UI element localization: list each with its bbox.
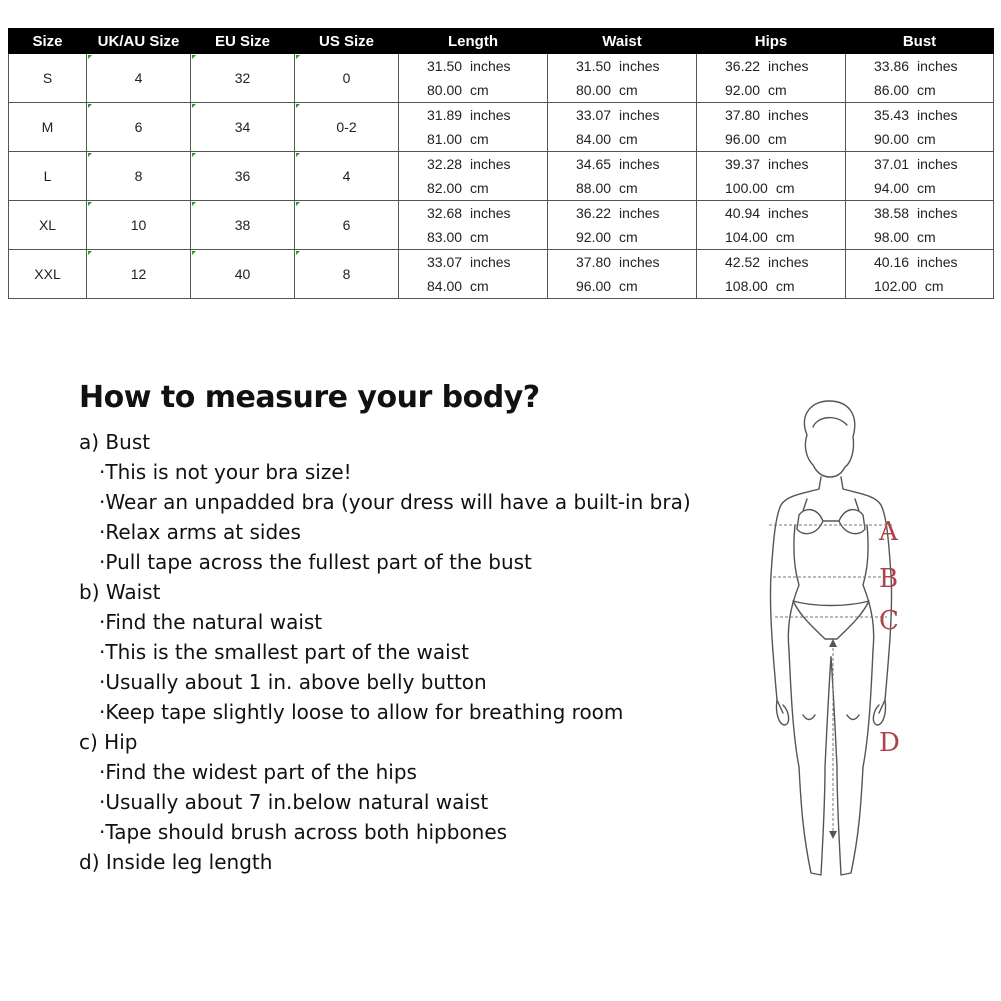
cell-waist-inches [548, 152, 697, 177]
cell-eu: 36 [191, 152, 295, 201]
unit: inches [619, 156, 660, 172]
value: 90.00 [874, 131, 910, 147]
cell-us: 0-2 [295, 103, 399, 152]
value: 37.01 [874, 156, 910, 172]
unit: inches [619, 58, 660, 74]
value: 81.00 [427, 131, 463, 147]
table-row [9, 103, 994, 128]
value: 32.68 [427, 205, 463, 221]
cell-length-cm [399, 127, 548, 152]
table-row [9, 54, 994, 79]
unit: cm [924, 278, 944, 294]
header-3: US Size [295, 29, 399, 54]
tip-item: · Keep tape slightly loose to allow for breathing room [79, 697, 759, 727]
value: 102.00 [874, 278, 917, 294]
unit: inches [470, 254, 511, 270]
size-chart-table [8, 28, 994, 299]
value: 33.07 [427, 254, 463, 270]
value: 36.22 [576, 205, 612, 221]
value: 100.00 [725, 180, 768, 196]
cell-us: 4 [295, 152, 399, 201]
cell-hips-inches [697, 201, 846, 226]
value: 37.80 [576, 254, 612, 270]
cell-length-inches [399, 54, 548, 79]
cell-length-cm [399, 274, 548, 299]
cell-size: XL [9, 201, 87, 250]
tip-item: · Pull tape across the fullest part of the bust [79, 547, 759, 577]
cell-uk_au: 12 [87, 250, 191, 299]
tip-item: · Usually about 7 in.below natural waist [79, 787, 759, 817]
cell-hips-cm [697, 78, 846, 103]
unit: inches [619, 205, 660, 221]
cell-bust-cm [846, 78, 994, 103]
table-row [9, 250, 994, 275]
tip-item: · Wear an unpadded bra (your dress will have a built-in bra) [79, 487, 759, 517]
unit: cm [619, 131, 638, 147]
measure-sections [79, 427, 759, 877]
unit: cm [470, 82, 489, 98]
unit: cm [917, 180, 936, 196]
cell-size: M [9, 103, 87, 152]
value: 104.00 [725, 229, 768, 245]
section-label: a) Bust [79, 430, 151, 454]
head-outline [804, 401, 854, 477]
tip-item: · This is the smallest part of the waist [79, 637, 759, 667]
unit: cm [917, 229, 936, 245]
value: 36.22 [725, 58, 761, 74]
value: 98.00 [874, 229, 910, 245]
cell-bust-inches [846, 201, 994, 226]
unit: cm [619, 82, 638, 98]
unit: inches [470, 156, 511, 172]
cell-uk_au: 8 [87, 152, 191, 201]
unit: inches [917, 58, 958, 74]
unit: inches [768, 156, 809, 172]
cell-us: 0 [295, 54, 399, 103]
label-d: D [879, 728, 900, 758]
measure-title: How to measure your body? [79, 380, 540, 415]
tip-item: · Find the widest part of the hips [79, 757, 759, 787]
table-row [9, 201, 994, 226]
section-label: c) Hip [79, 730, 138, 754]
unit: cm [917, 82, 936, 98]
cell-hips-inches [697, 250, 846, 275]
value: 40.94 [725, 205, 761, 221]
cell-waist-cm [548, 225, 697, 250]
value: 88.00 [576, 180, 612, 196]
unit: inches [470, 58, 511, 74]
table-row [9, 152, 994, 177]
cell-hips-cm [697, 176, 846, 201]
unit: inches [470, 205, 511, 221]
header-7: Bust [846, 29, 994, 54]
unit: inches [768, 58, 809, 74]
cell-length-inches [399, 201, 548, 226]
unit: cm [768, 82, 787, 98]
value: 92.00 [725, 82, 761, 98]
unit: cm [619, 278, 638, 294]
cell-size: L [9, 152, 87, 201]
unit: inches [619, 107, 660, 123]
tip-item: · This is not your bra size! [79, 457, 759, 487]
cell-length-cm [399, 176, 548, 201]
header-1: UK/AU Size [87, 29, 191, 54]
body-measurement-figure [755, 395, 915, 885]
header-0: Size [9, 29, 87, 54]
unit: cm [619, 180, 638, 196]
unit: inches [917, 254, 958, 270]
cell-length-cm [399, 78, 548, 103]
cell-uk_au: 10 [87, 201, 191, 250]
cell-eu: 40 [191, 250, 295, 299]
unit: inches [619, 254, 660, 270]
section-label: b) Waist [79, 580, 161, 604]
unit: cm [775, 180, 795, 196]
value: 35.43 [874, 107, 910, 123]
table-body [9, 54, 994, 299]
cell-length-cm [399, 225, 548, 250]
value: 80.00 [427, 82, 463, 98]
cell-length-inches [399, 250, 548, 275]
cell-uk_au: 4 [87, 54, 191, 103]
unit: inches [470, 107, 511, 123]
unit: cm [470, 278, 489, 294]
label-c: C [879, 606, 899, 636]
unit: inches [768, 107, 809, 123]
cell-us: 6 [295, 201, 399, 250]
cell-hips-cm [697, 127, 846, 152]
unit: inches [917, 205, 958, 221]
cell-hips-inches [697, 152, 846, 177]
header-4: Length [399, 29, 548, 54]
value: 82.00 [427, 180, 463, 196]
value: 39.37 [725, 156, 761, 172]
measure-guide [79, 380, 759, 877]
value: 96.00 [725, 131, 761, 147]
cell-bust-inches [846, 54, 994, 79]
value: 94.00 [874, 180, 910, 196]
value: 83.00 [427, 229, 463, 245]
unit: cm [775, 229, 795, 245]
value: 86.00 [874, 82, 910, 98]
unit: cm [470, 229, 489, 245]
tip-item: · Relax arms at sides [79, 517, 759, 547]
value: 80.00 [576, 82, 612, 98]
tip-item: · Usually about 1 in. above belly button [79, 667, 759, 697]
unit: cm [470, 131, 489, 147]
cell-bust-cm [846, 274, 994, 299]
cell-size: S [9, 54, 87, 103]
cell-hips-cm [697, 274, 846, 299]
tip-item: · Find the natural waist [79, 607, 759, 637]
header-2: EU Size [191, 29, 295, 54]
value: 92.00 [576, 229, 612, 245]
label-a: A [879, 517, 898, 547]
section-label: d) Inside leg length [79, 850, 273, 874]
value: 96.00 [576, 278, 612, 294]
cell-uk_au: 6 [87, 103, 191, 152]
value: 38.58 [874, 205, 910, 221]
cell-hips-inches [697, 103, 846, 128]
unit: inches [768, 254, 809, 270]
cell-size: XXL [9, 250, 87, 299]
value: 34.65 [576, 156, 612, 172]
cell-hips-cm [697, 225, 846, 250]
cell-bust-inches [846, 250, 994, 275]
header-5: Waist [548, 29, 697, 54]
table-header-row [9, 29, 994, 54]
cell-us: 8 [295, 250, 399, 299]
unit: cm [619, 229, 638, 245]
unit: inches [917, 156, 958, 172]
cell-waist-cm [548, 176, 697, 201]
value: 108.00 [725, 278, 768, 294]
value: 31.50 [427, 58, 463, 74]
value: 32.28 [427, 156, 463, 172]
cell-bust-cm [846, 176, 994, 201]
cell-eu: 32 [191, 54, 295, 103]
unit: cm [470, 180, 489, 196]
value: 84.00 [427, 278, 463, 294]
value: 42.52 [725, 254, 761, 270]
cell-bust-inches [846, 152, 994, 177]
value: 40.16 [874, 254, 910, 270]
cell-length-inches [399, 152, 548, 177]
cell-length-inches [399, 103, 548, 128]
value: 37.80 [725, 107, 761, 123]
value: 33.86 [874, 58, 910, 74]
cell-hips-inches [697, 54, 846, 79]
value: 31.50 [576, 58, 612, 74]
cell-eu: 38 [191, 201, 295, 250]
unit: cm [917, 131, 936, 147]
unit: inches [917, 107, 958, 123]
cell-bust-cm [846, 127, 994, 152]
cell-waist-inches [548, 103, 697, 128]
value: 84.00 [576, 131, 612, 147]
cell-bust-cm [846, 225, 994, 250]
value: 33.07 [576, 107, 612, 123]
value: 31.89 [427, 107, 463, 123]
unit: cm [775, 278, 795, 294]
cell-waist-cm [548, 274, 697, 299]
cell-waist-inches [548, 54, 697, 79]
cell-waist-inches [548, 201, 697, 226]
cell-waist-inches [548, 250, 697, 275]
header-6: Hips [697, 29, 846, 54]
label-b: B [879, 564, 899, 594]
tip-item: · Tape should brush across both hipbones [79, 817, 759, 847]
cell-waist-cm [548, 127, 697, 152]
cell-eu: 34 [191, 103, 295, 152]
unit: cm [768, 131, 787, 147]
unit: inches [768, 205, 809, 221]
cell-waist-cm [548, 78, 697, 103]
cell-bust-inches [846, 103, 994, 128]
